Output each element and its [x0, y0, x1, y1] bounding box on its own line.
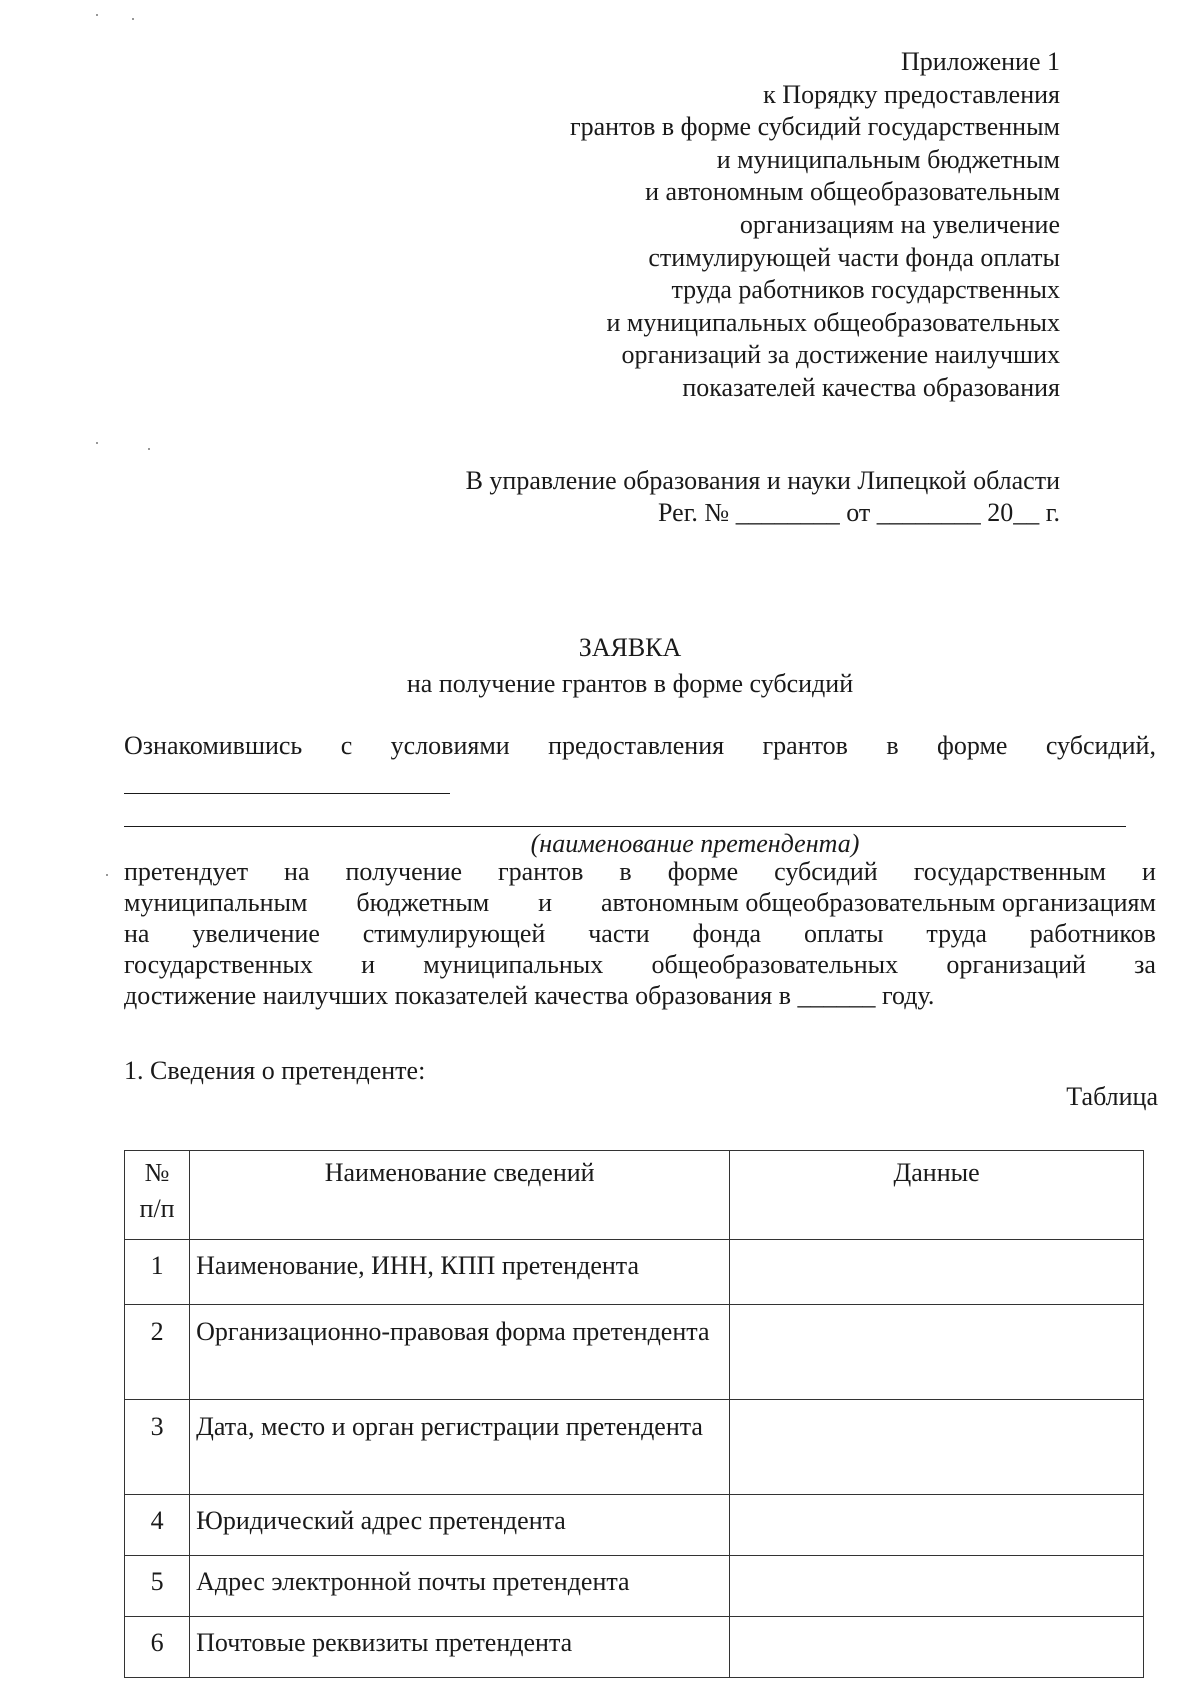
- applicant-name-blank-long[interactable]: [124, 794, 1126, 827]
- appendix-line: стимулирующей части фонда оплаты: [648, 242, 1060, 272]
- row-name: Наименование, ИНН, КПП претендента: [190, 1240, 730, 1305]
- row-data-cell[interactable]: [730, 1556, 1144, 1617]
- appendix-line: к Порядку предоставления: [763, 79, 1060, 109]
- body-word: получение: [345, 857, 463, 886]
- row-number: 2: [125, 1305, 190, 1400]
- row-name: Адрес электронной почты претендента: [190, 1556, 730, 1617]
- intro-word: форме: [937, 731, 1008, 760]
- row-name: Юридический адрес претендента: [190, 1495, 730, 1556]
- applicant-name-blank-short[interactable]: [124, 773, 450, 794]
- body-word: работников: [1029, 919, 1156, 948]
- body-word: муниципальных: [423, 950, 604, 979]
- body-line-last: достижение наилучших показателей качества образования в ______ году.: [124, 981, 935, 1010]
- scan-speck: [148, 448, 150, 450]
- row-name: Почтовые реквизиты претендента: [190, 1617, 730, 1678]
- body-word: фонда: [692, 919, 762, 948]
- table-row: [125, 1617, 1144, 1678]
- applicant-name-caption: (наименование претендента): [530, 828, 860, 858]
- body-word: муниципальным: [124, 888, 308, 917]
- intro-sentence: [124, 730, 1156, 763]
- body-word: общеобразовательных: [651, 950, 899, 979]
- registration-line: Рег. № ________ от ________ 20__ г.: [658, 498, 1060, 527]
- appendix-line: Приложение 1: [900, 47, 1060, 76]
- intro-word: грантов: [762, 731, 848, 760]
- scan-speck: [96, 442, 98, 444]
- applicant-info-table: [124, 1150, 1144, 1678]
- appendix-line: организаций за достижение наилучших: [621, 340, 1060, 370]
- intro-word: предоставления: [548, 731, 725, 760]
- body-word: оплаты: [803, 919, 884, 948]
- table-row: [125, 1495, 1144, 1556]
- table-caption: Таблица: [1066, 1082, 1158, 1111]
- addressee-to: В управление образования и науки Липецкой области: [465, 466, 1060, 495]
- row-data-cell[interactable]: [730, 1617, 1144, 1678]
- body-word: организаций: [946, 950, 1086, 979]
- appendix-line: и автономным общеобразовательным: [645, 177, 1060, 207]
- intro-word: в: [886, 731, 899, 760]
- appendix-header: [570, 46, 1060, 405]
- body-word: государственным: [913, 857, 1107, 886]
- body-line: [124, 887, 1156, 918]
- row-data-cell[interactable]: [730, 1400, 1144, 1495]
- body-word: за: [1134, 950, 1156, 979]
- title-heading: ЗАЯВКА: [578, 633, 682, 662]
- appendix-line: труда работников государственных: [671, 275, 1060, 305]
- header-data: Данные: [730, 1151, 1144, 1240]
- row-name: Дата, место и орган регистрации претендента: [190, 1400, 730, 1495]
- row-number: 1: [125, 1240, 190, 1305]
- row-number: 6: [125, 1617, 190, 1678]
- title-subheading: на получение грантов в форме субсидий: [406, 669, 854, 698]
- body-word: части: [588, 919, 650, 948]
- row-number: 5: [125, 1556, 190, 1617]
- table-row: [125, 1240, 1144, 1305]
- body-word: претендует: [124, 857, 249, 886]
- row-number: 4: [125, 1495, 190, 1556]
- body-word: форме: [667, 857, 739, 886]
- body-word: на: [284, 857, 310, 886]
- body-word: бюджетным: [356, 888, 490, 917]
- body-word: государственных: [124, 950, 313, 979]
- table-header-row: [125, 1151, 1144, 1240]
- appendix-line: показателей качества образования: [682, 372, 1060, 402]
- row-number: 3: [125, 1400, 190, 1495]
- document-title: [0, 630, 1200, 702]
- intro-word: условиями: [390, 731, 510, 760]
- section-title: 1. Сведения о претенденте:: [124, 1056, 426, 1085]
- body-word: и: [1142, 857, 1156, 886]
- intro-block: [124, 730, 1156, 859]
- body-word: стимулирующей: [362, 919, 546, 948]
- table-row: [125, 1305, 1144, 1400]
- appendix-line: и муниципальных общеобразовательных: [606, 307, 1060, 337]
- table-row: [125, 1400, 1144, 1495]
- appendix-line: и муниципальным бюджетным: [716, 144, 1060, 174]
- body-line: [124, 856, 1156, 887]
- header-name: Наименование сведений: [190, 1151, 730, 1240]
- body-word: труда: [926, 919, 987, 948]
- body-word: грантов: [498, 857, 584, 886]
- intro-word: Ознакомившись: [124, 731, 303, 760]
- scan-speck: [106, 874, 108, 876]
- addressee-block: [466, 465, 1060, 529]
- table-row: [125, 1556, 1144, 1617]
- body-line: [124, 949, 1156, 980]
- scan-speck: [96, 14, 98, 16]
- body-line: [124, 918, 1156, 949]
- appendix-line: организациям на увеличение: [739, 209, 1060, 239]
- row-data-cell[interactable]: [730, 1305, 1144, 1400]
- intro-word: субсидий,: [1045, 731, 1156, 760]
- body-word: увеличение: [192, 919, 320, 948]
- row-data-cell[interactable]: [730, 1240, 1144, 1305]
- body-paragraph: [124, 856, 1156, 1011]
- intro-word: с: [340, 731, 353, 760]
- scan-speck: [132, 18, 134, 20]
- body-word: и: [361, 950, 376, 979]
- header-number: № п/п: [125, 1151, 190, 1240]
- body-word: автономным общеобразовательным организациям: [600, 888, 1156, 917]
- row-data-cell[interactable]: [730, 1495, 1144, 1556]
- body-word: на: [124, 919, 150, 948]
- body-word: и: [538, 888, 553, 917]
- body-word: в: [619, 857, 632, 886]
- appendix-line: грантов в форме субсидий государственным: [569, 112, 1060, 142]
- body-word: субсидий: [774, 857, 878, 886]
- row-name: Организационно-правовая форма претендента: [190, 1305, 730, 1400]
